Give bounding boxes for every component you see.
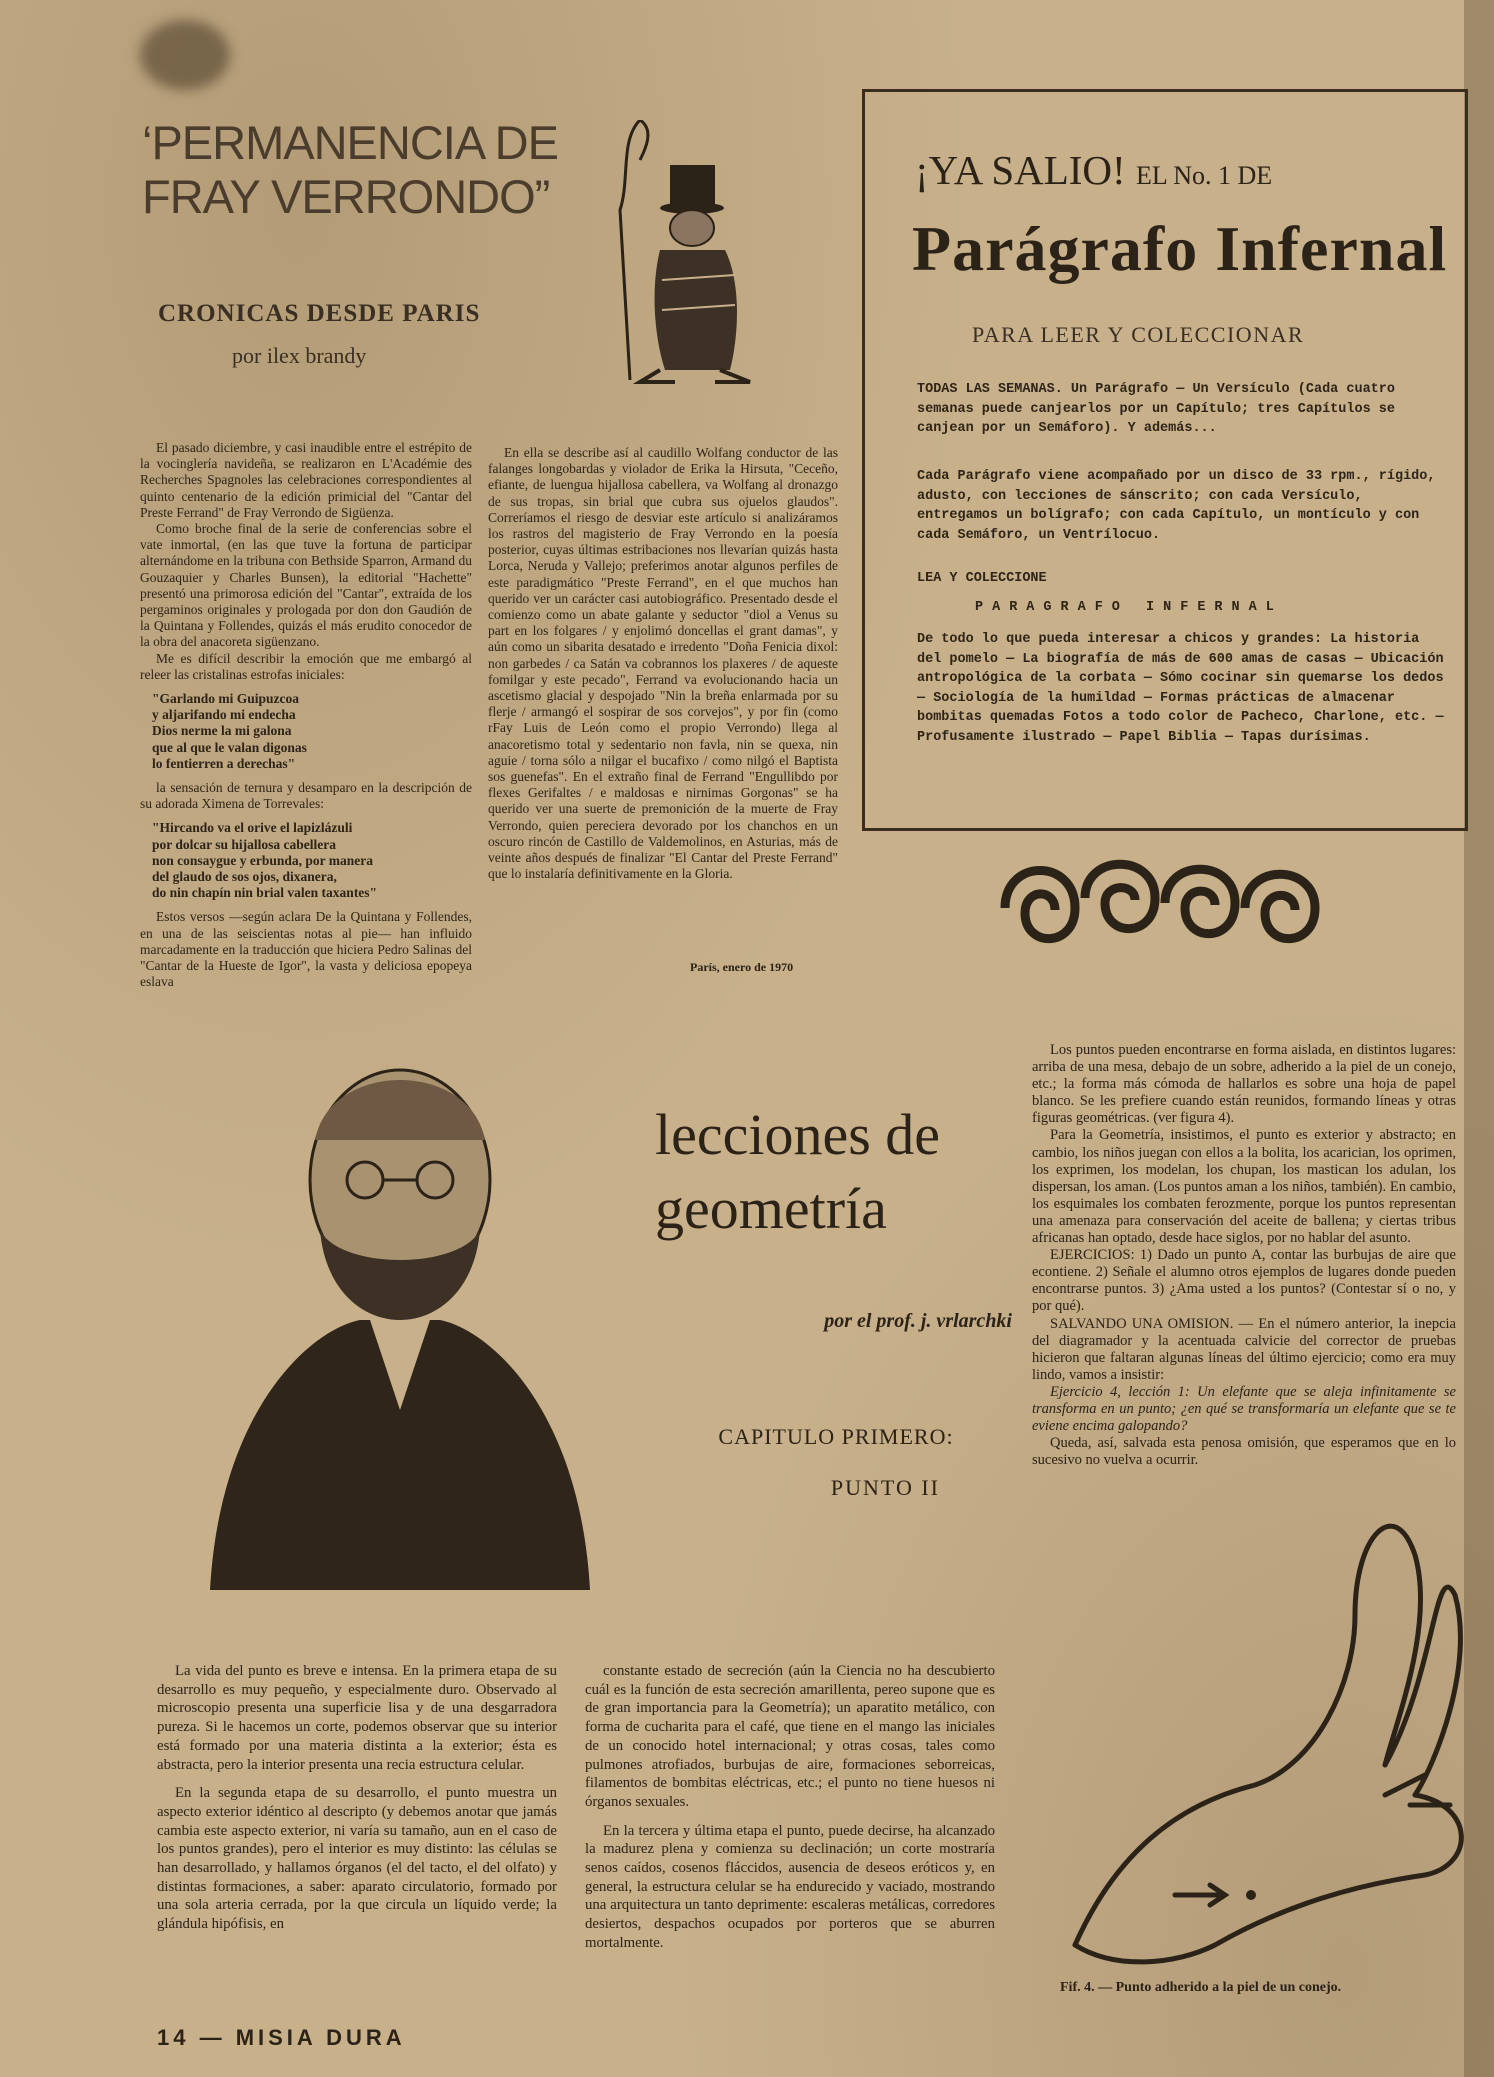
ornament-spirals <box>995 838 1325 968</box>
article-headline <box>142 116 562 224</box>
paragraph: Ejercicio 4, lección 1: Un elefante que se aleja infinitamente se transforma en un punto; ¿en qué se transformaría un elefante que se te eviene encima galopando? <box>1032 1383 1456 1435</box>
paragraph: Los puntos pueden encontrarse en forma aislada, en distintos lugares: arriba de una mesa, debajo de un sobre, adherido a la piel de un conejo, etc.; la forma más cómoda de hallarlos es sobre una hoja de papel blanco. Se les prefiere cuando están reunidos, formando líneas y otras figuras geométricas. (ver figura 4). <box>1032 1042 1456 1127</box>
ad-block-4: PARAGRAFO INFERNAL <box>975 600 1283 615</box>
article2-bottom-left <box>157 1662 557 1944</box>
paragraph: Para la Geometría, insistimos, el punto es exterior y abstracto; en cambio, los niños juegan con ellos a la bolita, los acarician, los oprimen, los exprimen, los modelan, los chupan, los mastican los adulan, los dispersan, los aman. (Los puntos aman a los niños, también). En cambio, los esquimales los combaten ferozmente, porque los puntos representan una amenaza para conservación del aceite de ballena; y ciertas tribus africanas han optado, desde hace siglos, por no hablar del asunto. <box>1032 1127 1456 1247</box>
ad-announcement: ¡YA SALIO! <box>915 147 1126 193</box>
verse-quote: "Garlando mi Guipuzcoa y aljarifando mi endecha Dios nerme la mi galona que al que le valan digonas lo fentierren a derechas" <box>152 691 307 771</box>
headline-line-1: ‘PERMANENCIA DE <box>142 116 558 169</box>
chapter-label: CAPITULO PRIMERO: <box>718 1424 954 1449</box>
ad-title: Parágrafo Infernal <box>912 213 1448 284</box>
article2-author: por el prof. j. vrlarchki <box>824 1310 1012 1332</box>
page-footer: 14 — MISIA DURA <box>157 2025 406 2050</box>
paragraph: En la segunda etapa de su desarrollo, el punto muestra un aspecto exterior idéntico al descripto (y debemos anotar que jamás cambia este aspecto exterior, ni varía su tamaño, aun en el caso de los puntos grandes), pero el interior es muy distinto: las células se han desarrollado, y hallamos órganos (el del tacto, el del olfato) y distintas formaciones, a saber: aparato circulatorio, formado por una sola arteria cerrada, por la que circula un líquido verde; la glándula hipófisis, en <box>157 1785 557 1933</box>
ad-issue: EL No. 1 DE <box>1135 161 1273 190</box>
title-line-1: lecciones de <box>655 1102 941 1167</box>
friar-illustration <box>600 120 780 390</box>
headline-line-2: FRAY VERRONDO” <box>142 170 550 223</box>
ad-subtitle: PARA LEER Y COLECCIONAR <box>972 322 1305 347</box>
ad-block-3: LEA Y COLECCIONE <box>917 571 1047 586</box>
paragraph: la sensación de ternura y desamparo en la descripción de su adorada Ximena de Torrevales: <box>140 780 472 812</box>
paragraph: El pasado diciembre, y casi inaudible entre el estrépito de la vocinglería navideña, se realizaron en L'Académie des Recherches Spagnoles las celebraciones correspondientes al quinto centenario de la edición primicial del "Cantar del Preste Ferrand" de Fray Verrondo de Sigüenza. <box>140 440 472 520</box>
article2-bottom-right <box>585 1662 995 1963</box>
article1-column-2 <box>488 445 838 882</box>
paragraph: EJERCICIOS: 1) Dado un punto A, contar las burbujas de aire que econtiene. 2) Señale el alumno otros ejemplos de lugares donde pueden encontrarse puntos. 3) ¿Ama usted a los puntos? (Contestar sí o no, y por qué). <box>1032 1247 1456 1315</box>
article2-right-column <box>1032 1042 1456 1469</box>
article1-column-1 <box>140 440 472 991</box>
ad-block-1: TODAS LAS SEMANAS. Un Parágrafo — Un Versículo (Cada cuatro semanas puede canjearlos por un Capítulo; tres Capítulos se canjean por un Semáforo). Y además... <box>917 382 1395 436</box>
verse-quote: "Hircando va el orive el lapizlázuli por dolcar su hijallosa cabellera non consaygue y erbunda, por manera del glaudo de sos ojos, dixanera, do nin chapín nin brial valen taxantes" <box>152 820 378 901</box>
paragraph: Como broche final de la serie de conferencias sobre el vate inmortal, (en las que tuve la fortuna de participar alternándome en la tribuna con Bethside Sparron, Armand du Gouzaquier y Charles Bunsen), la editorial "Hachette" presentó una primorosa edición del "Cantar", extraída de los pergaminos originales y prologada por don don Gaudión de la Quintana y Follendes, quizás el más erudito conocedor de la obra del anacoreta sigüenzano. <box>140 521 472 650</box>
paragraph: constante estado de secreción (aún la Ciencia no ha descubierto cuál es la función de esta secreción amarillenta, pereo supone que es de gran importancia para la Geometría); un aparatito metálico, con forma de cucharita para el café, que tiene en el mango las iniciales de un conocido hotel internacional; y otras cosas, tales como pulmones atrofiados, burbujas de aire, formaciones seborreicas, filamentos de bombitas eléctricas, etc.; el punto no tiene huesos ni órganos sexuales. <box>585 1663 995 1810</box>
paragraph: Me es difícil describir la emoción que me embargó al releer las cristalinas estrofas iniciales: <box>140 650 472 682</box>
paragraph: SALVANDO UNA OMISION. — En el número anterior, la inepcia del diagramador y la acentuada calvicie del corrector de pruebas hicieron que faltaran algunas líneas del último ejercicio; como era muy lindo, vamos a insistir: <box>1032 1315 1456 1383</box>
rabbit-figure <box>1055 1475 1475 1975</box>
article2-title <box>655 1098 1015 1246</box>
byline: por ilex brandy <box>232 343 367 368</box>
paragraph: La vida del punto es breve e intensa. En la primera etapa de su desarrollo es muy pequeño, y especialmente duro. Observado al microscopio presenta una superficie lisa y de una desgarradora pureza. Si le hacemos un corte, podemos observar que su interior está formado por una materia distinta a la exterior; ésta es abstracta, pero la interior presenta una recia estructura celular. <box>157 1663 557 1773</box>
ad-block-5: De todo lo que pueda interesar a chicos y grandes: La historia del pomelo — La biografía de más de 600 amas de casas — Ubicación antropológica de la corbata — Sómo cocinar sin quemarse los dedos — Sociología de la humildad — Formas prácticas de almacenar bombitas quemadas Fotos a todo color de Pacheco, Charlone, etc. — Profusamente ilustrado — Papel Biblia — Tapas durísimas. <box>917 632 1444 745</box>
signoff: París, enero de 1970 <box>690 960 794 974</box>
paragraph: Queda, así, salvada esta penosa omisión, que esperamos que en lo sucesivo no vuelva a ocurrir. <box>1032 1435 1456 1469</box>
ad-block-2: Cada Parágrafo viene acompañado por un disco de 33 rpm., rígido, adusto, con lecciones de sánscrito; con cada Versículo, entregamos un bolígrafo; con cada Capítulo, un montículo y con cada Semáforo, un Ventrílocuo. <box>917 469 1436 543</box>
punto-label: PUNTO II <box>830 1475 940 1500</box>
paragraph: En la tercera y última etapa el punto, puede decirse, ha alcanzado la madurez plena y comienza su declinación; un corte mostraría senos caídos, cosenos fláccidos, ausencia de deseos eróticos y, en general, la estructura celular se ha endurecido y vaciado, mostrando una arquitectura un tanto deprimente: escaleras metálicas, corredores desiertos, despachos ocupados por porteros que se aburren mortalmente. <box>585 1822 995 1951</box>
paragraph: En ella se describe así al caudillo Wolfang conductor de las falanges longobardas y violador de Erika la Hirsuta, "Ceceño, efiante, de luengua hijallosa cabellera, va Wolfang al dronazgo de sus tropas, sin brial que cubra sus ojuelos glaudos". Correríamos el riesgo de desviar este artículo si analizáramos los rastros del magisterio de Fray Verrondo en la poesía posterior, cuyas últimas estribaciones nos llevarían quizás hasta Lorca, Neruda y Vallejo; preferimos anotar algunos perfiles de este paradigmático "Preste Ferrand", en el que muchos han querido ver un carácter casi autobiográfico. Presentado desde el comienzo como un abate galante y seductor "diol a Venus su part en los folgares / y enjolimó doncellas el grant damas", y aún como un sibarita desatado e irredento "Doña Fenicia dixol: non garbedes / ca Satán va cobrannos los plaxeres / de aqueste fomilgar y este pecado", Ferrand va evolucionando hacia un ascetismo glacial y despojado "Nin la breña enlarmada por su flerje / armangó el sospirar de sos corvejos", y por fin (como rFay Luis de León como el propio Verrondo) llega al anacoretismo total y sedentario non favla, nin se quexa, nin aguie / torna sólo a nilgar el bucafixo / como nilgó el Baptista sos guenefas". En el extraño final de Ferrand "Engullibdo por flexes Gerifaltes / e maldosas e nirnimas Gorgonas" se ha querido ver una suerte de premonición de la muerte de Fray Verrondo, quien pereciera devorado por los chanchos en un oscuro rincón de Castillo de Valdemolinos, en Asturias, más de veinte años después de finalizar "El Cantar del Preste Ferrand" que lo instalaría definitivamente en la Gloria. <box>488 445 838 882</box>
title-line-2: geometría <box>655 1176 887 1241</box>
figure-caption: Fif. 4. — Punto adherido a la piel de un conejo. <box>1060 1980 1342 1995</box>
paper-stain <box>140 20 230 90</box>
paragraph: Estos versos —según aclara De la Quintana y Follendes, en una de las seiscientas notas al pie— han influido marcadamente en la traducción que hiciera Pedro Salinas del "Cantar de la Hueste de Igor", la vasta y deliciosa epopeya eslava <box>140 909 472 990</box>
ad-top-line <box>915 146 1455 194</box>
section-title: CRONICAS DESDE PARIS <box>158 300 481 327</box>
professor-portrait <box>200 1030 600 1590</box>
